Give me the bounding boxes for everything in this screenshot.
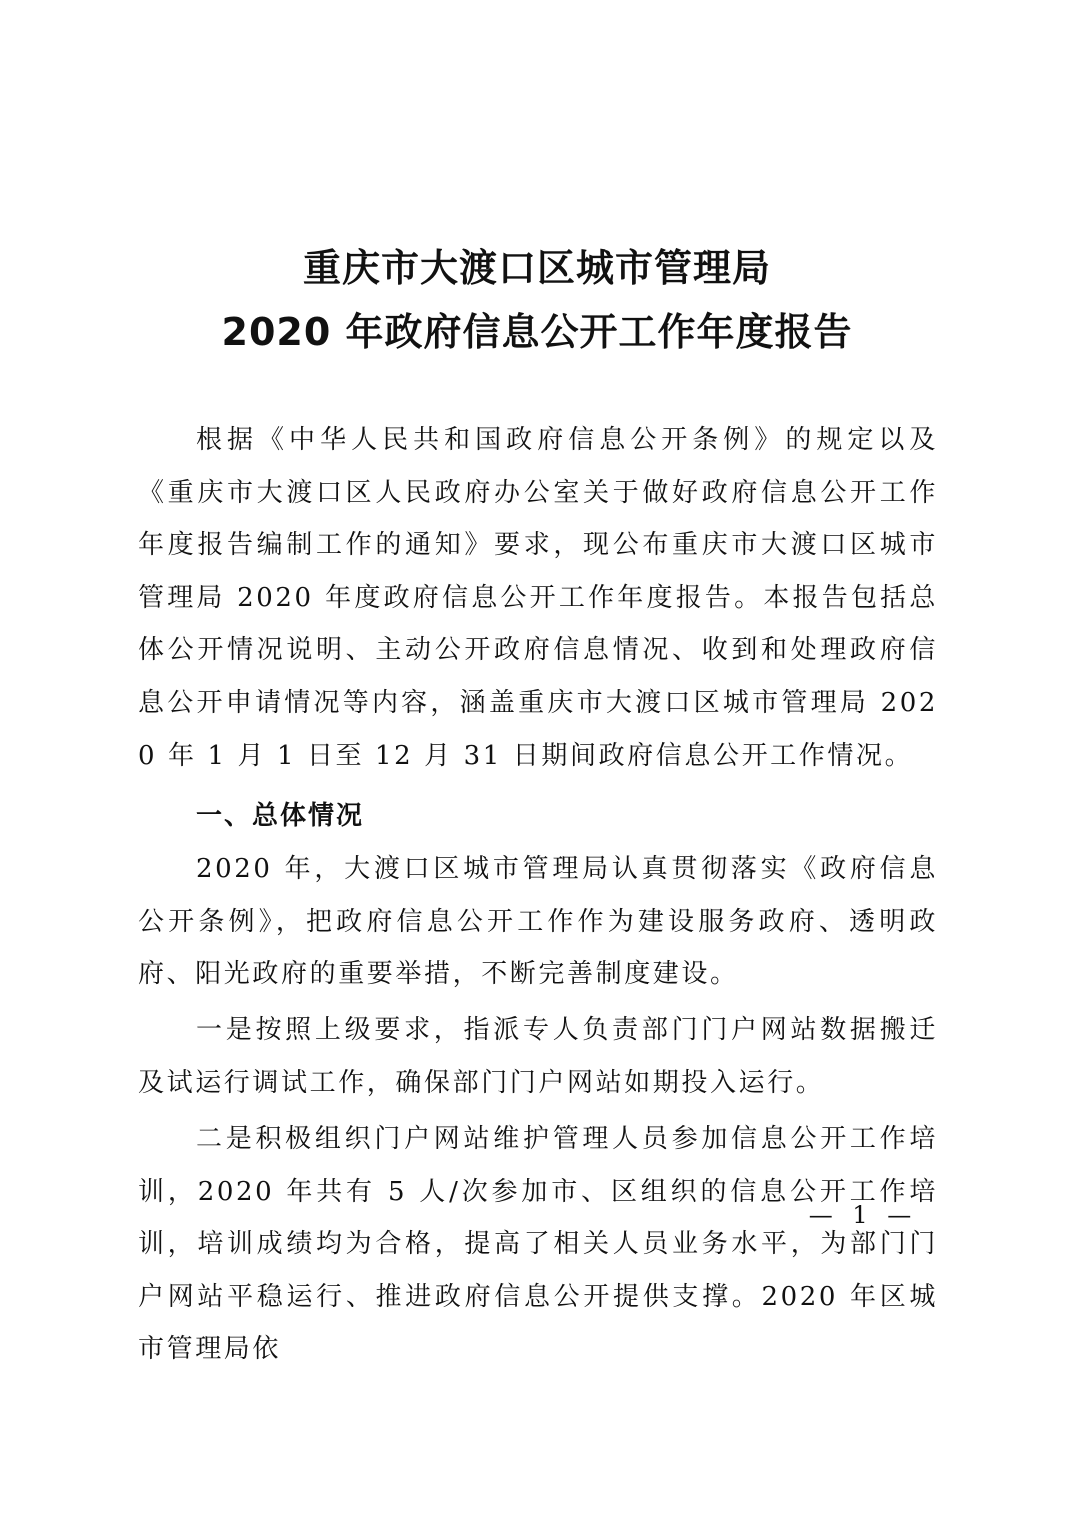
document-title-line2: 2020 年政府信息公开工作年度报告 [221,310,853,354]
section1-paragraph-2: 一是按照上级要求，指派专人负责部门门户网站数据搬迁及试运行调试工作，确保部门门户网站如期投入运行。 [138,1015,938,1098]
section-heading-overall: 一、总体情况 [196,801,365,831]
section1-paragraph-3: 二是积极组织门户网站维护管理人员参加信息公开工作培训，2020 年共有 5 人/次参加市、区组织的信息公开工作培训，培训成绩均为合格，提高了相关人员业务水平，为部门门户网站平稳运行、推进政府信息公开提供支撑。2020 年区城市管理局依 [138,1124,938,1365]
intro-paragraph: 根据《中华人民共和国政府信息公开条例》的规定以及《重庆市大渡口区人民政府办公室关于做好政府信息公开工作年度报告编制工作的通知》要求，现公布重庆市大渡口区城市管理局 2020 年度政府信息公开工作年度报告。本报告包括总体公开情况说明、主动公开政府信息情况、收到和处理政府信息公开申请情况等内容，涵盖重庆市大渡口区城市管理局 2020 年 1 月 1 日至 12 月 31 日期间政府信息公开工作情况。 [138,425,938,771]
page-number: — 1 — [808,1201,918,1229]
section1-paragraph-1: 2020 年，大渡口区城市管理局认真贯彻落实《政府信息公开条例》，把政府信息公开工作作为建设服务政府、透明政府、阳光政府的重要举措，不断完善制度建设。 [138,854,938,990]
document-title-line1: 重庆市大渡口区城市管理局 [302,246,771,290]
